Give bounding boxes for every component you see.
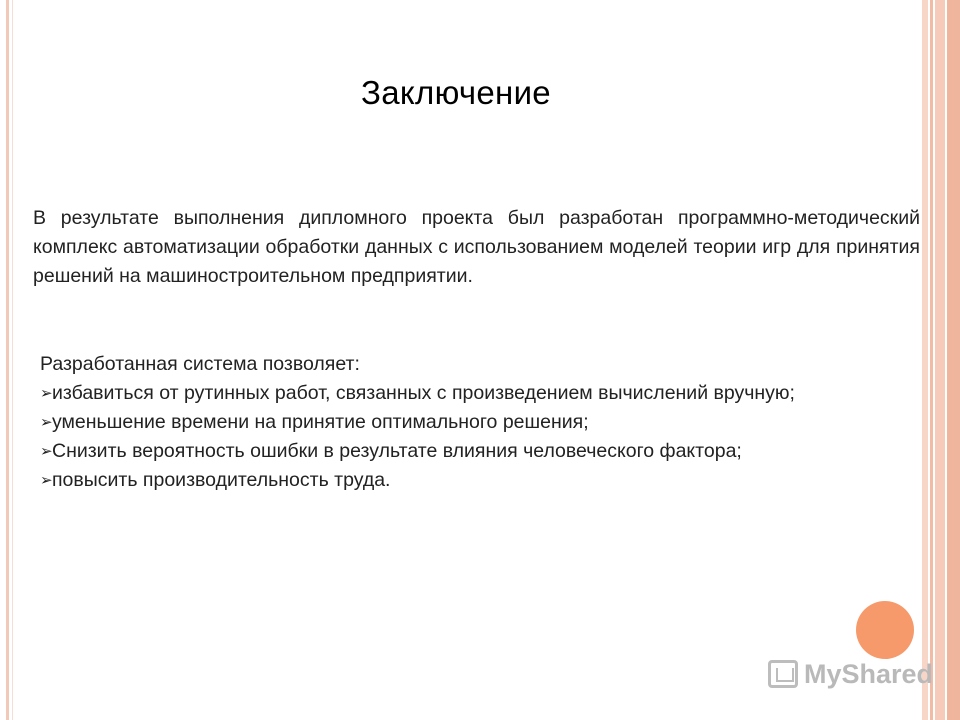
right-decor-stripe [930,0,933,720]
arrow-bullet-icon: ➢ [40,443,53,460]
watermark-text: MyShared [804,658,934,689]
orange-circle-decoration [856,601,914,659]
list-item-text: уменьшение времени на принятие оптимального решения; [52,411,589,433]
list-item [40,466,926,495]
list-item [40,379,926,408]
features-list [40,379,926,495]
features-intro: Разработанная система позволяет: [40,353,360,375]
arrow-bullet-icon: ➢ [40,414,53,431]
list-item [40,437,926,466]
features-block [40,350,926,495]
arrow-bullet-icon: ➢ [40,385,53,402]
myshared-watermark [768,656,933,692]
conclusion-paragraph: В результате выполнения дипломного проекта был разработан программно-методический комплекс автоматизации обработки данных с использованием моделей теории игр для принятия решений на машиностроительном предприятии. [33,207,920,287]
list-item-text: Снизить вероятность ошибки в результате влияния человеческого фактора; [52,440,742,462]
right-decor-stripe [935,0,945,720]
arrow-bullet-icon: ➢ [40,472,53,489]
right-decor-stripe [947,0,960,720]
list-item [40,408,926,437]
list-item-text: повысить производительность труда. [52,469,391,491]
list-item-text: избавиться от рутинных работ, связанных с произведением вычислений вручную; [52,382,795,404]
myshared-logo-icon [768,660,798,688]
slide-title: Заключение [361,74,551,111]
